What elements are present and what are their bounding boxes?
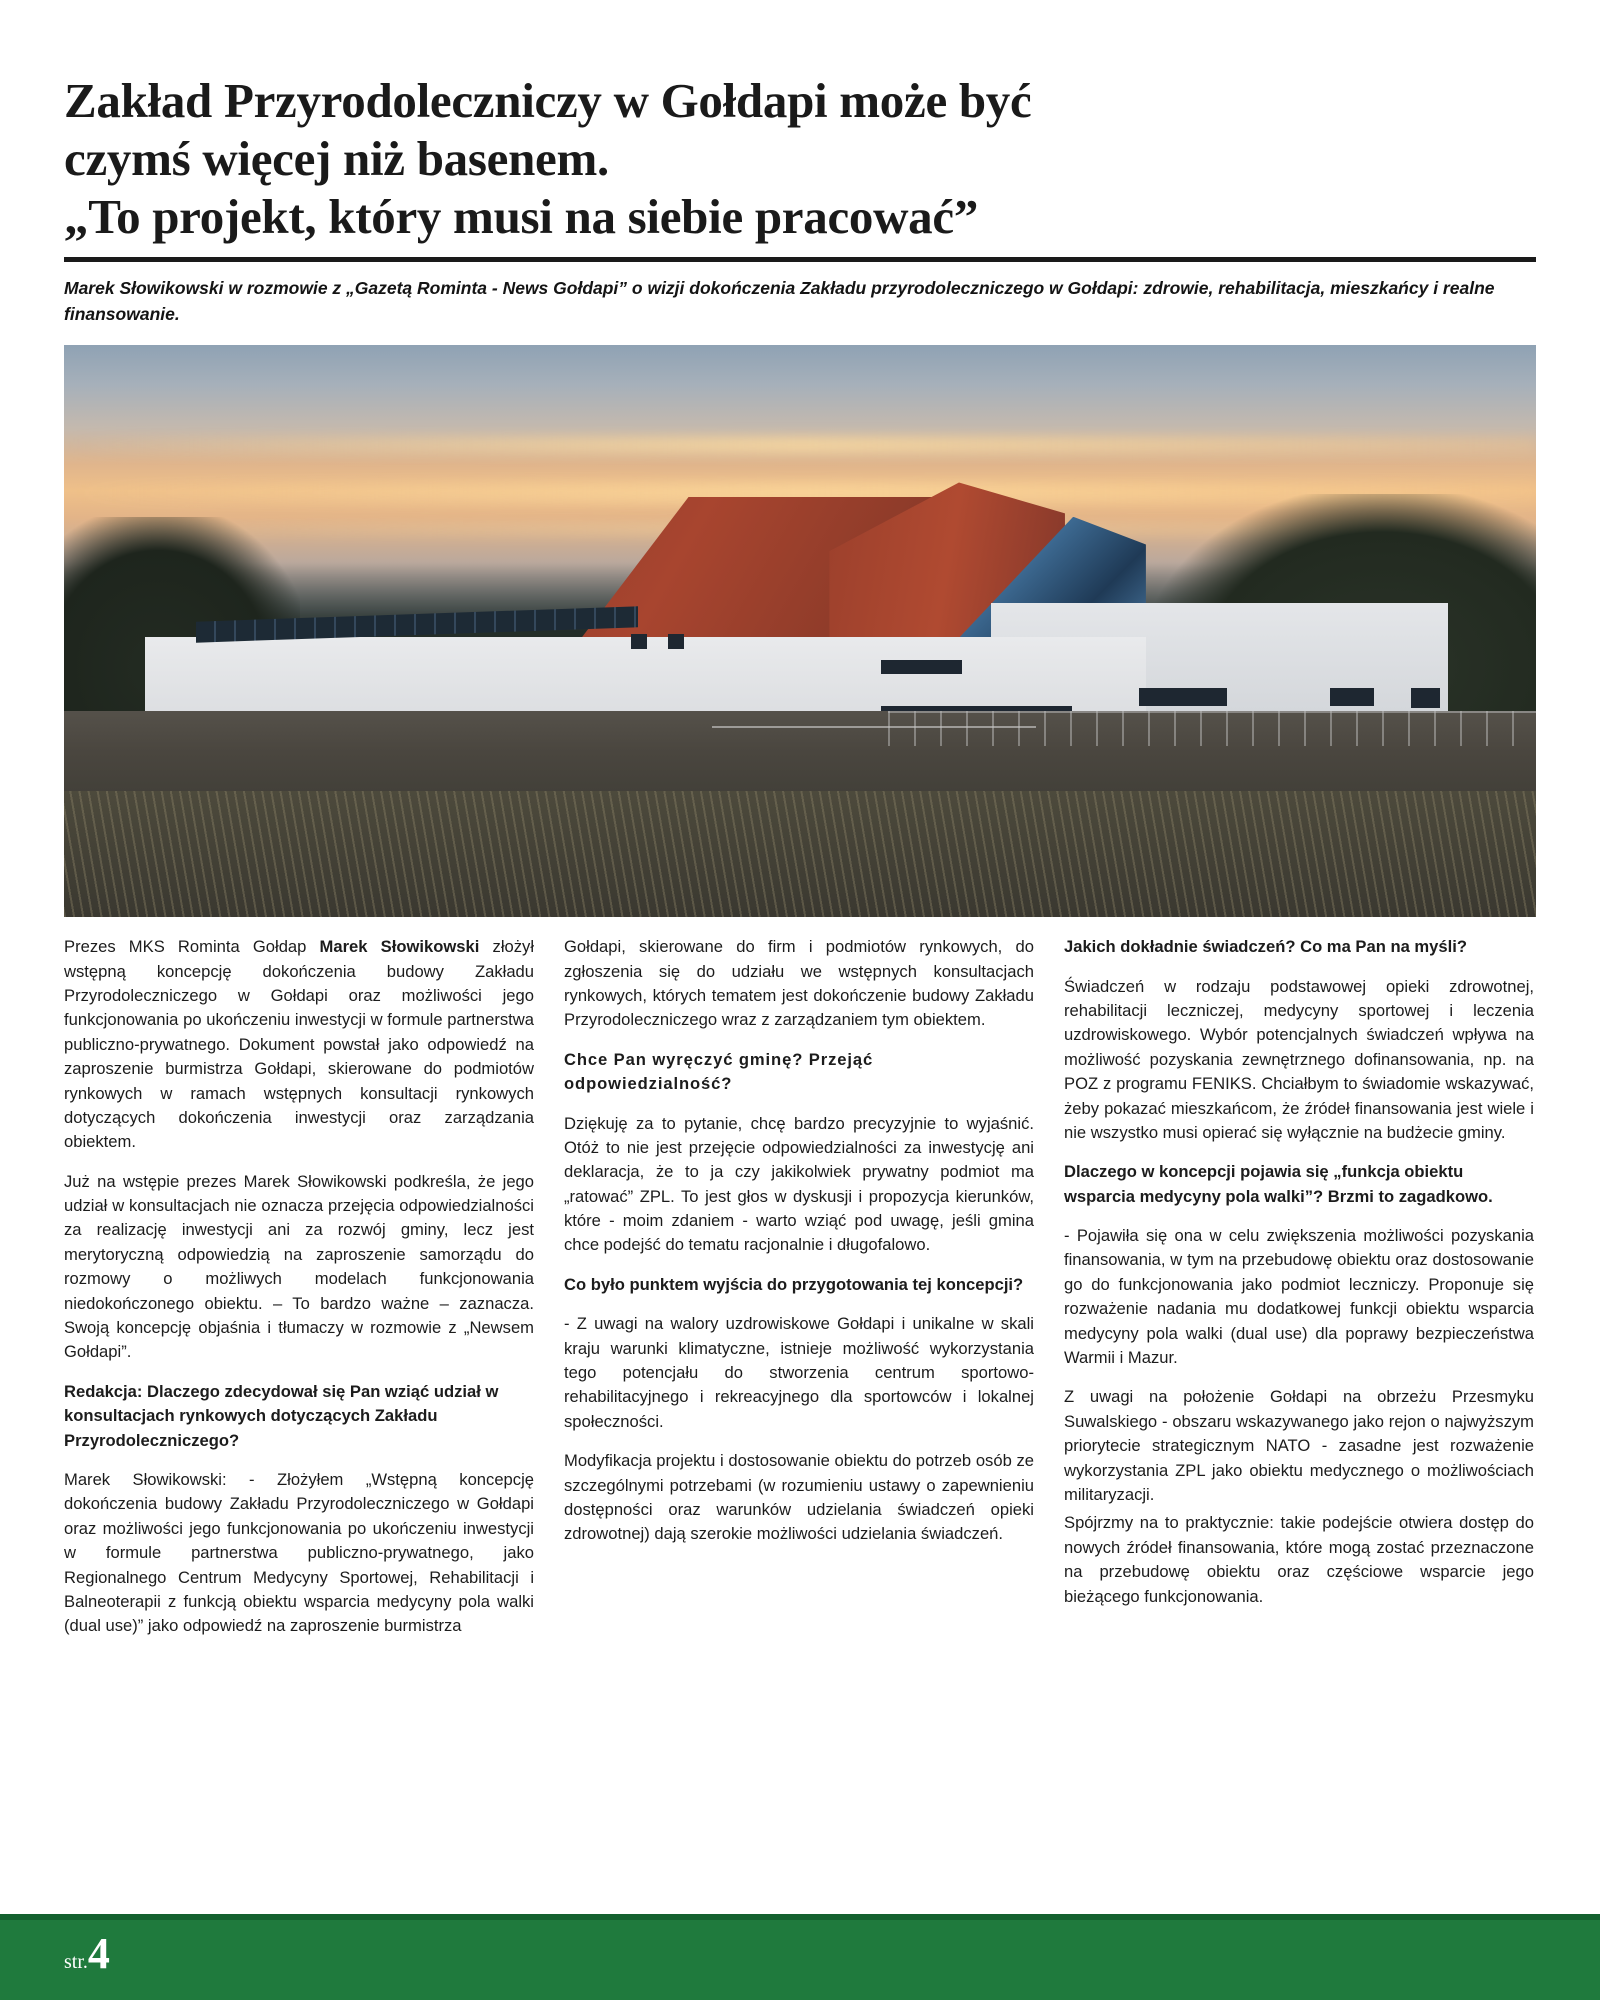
photo-window xyxy=(1411,688,1440,707)
paragraph: Świadczeń w rodzaju podstawowej opieki zdrowotnej, rehabilitacji leczniczej, medycyny sportowej i leczenia uzdrowiskowego. Wybór potencjalnych świadczeń wpływa na możliwość pozyskania zewnętrznego dofinansowania, np. na POZ z programu FENIKS. Chciałbym to świadomie wskazywać, żeby pokazać mieszkańcom, że źródeł finansowania jest wiele i nie wszystko musi opierać się wyłącznie na budżecie gminy. xyxy=(1064,976,1534,1142)
article-body xyxy=(64,935,1536,1815)
paragraph: Gołdapi, skierowane do firm i podmiotów rynkowych, do zgłoszenia się do udziału we wstępnych konsultacjach rynkowych, których tematem jest dokończenie budowy Zakładu Przyrodoleczniczego wraz z zarządzaniem tym obiektem. xyxy=(564,937,1034,1030)
page-footer xyxy=(0,1914,1600,2000)
page-number: 4 xyxy=(87,1929,110,1978)
photo-window xyxy=(1330,688,1374,705)
interviewee-name: Marek Słowikowski xyxy=(319,937,480,957)
paragraph: - Pojawiła się ona w celu zwiększenia możliwości pozyskania finansowania, w tym na przebudowę obiektu oraz dostosowanie go do funkcjonowania jako podmiot leczniczy. Proponuje się rozważenie nadania mu dodatkowej funkcji obiektu wsparcia medycyny pola walki (dual use) dla poprawy bezpieczeństwa Warmii i Mazur. xyxy=(1064,1226,1534,1368)
photo-fence xyxy=(888,711,1536,745)
column-right xyxy=(1064,935,1534,1815)
paragraph: Już na wstępie prezes Marek Słowikowski podkreśla, że jego udział w konsultacjach nie oznacza przejęcia odpowiedzialności za realizację inwestycji ani za rozwój gminy, lecz jest merytoryczną odpowiedzią na zaproszenie samorządu do rozmowy o możliwych modelach funkcjonowania niedokończonego obiektu. – To bardzo ważne – zaznacza. Swoją koncepcję objaśnia i tłumaczy w rozmowie z „Newsem Gołdapi”. xyxy=(64,1171,534,1362)
headline-divider xyxy=(64,257,1536,262)
headline-line-2: czymś więcej niż basenem. xyxy=(64,130,609,186)
question-heading: Redakcja: Dlaczego zdecydował się Pan wziąć udział w konsultacjach rynkowych dotyczących Zakładu Przyrodoleczniczego? xyxy=(64,1381,499,1450)
headline-line-3: „To projekt, który musi na siebie pracować” xyxy=(64,188,979,244)
paragraph: Dziękuję za to pytanie, chcę bardzo precyzyjnie to wyjaśnić. Otóż to nie jest przejęcie odpowiedzialności za inwestycję ani deklaracja, że to ja czy jakikolwiek prywatny podmiot ma „ratować” ZPL. To jest głos w dyskusji i propozycja kierunków, które - moim zdaniem - warto wziąć pod uwagę, jeśli gmina chce podejść do tematu racjonalnie i długofalowo. xyxy=(564,1113,1034,1255)
paragraph: Marek Słowikowski: - Złożyłem „Wstępną koncepcję dokończenia budowy Zakładu Przyrodoleczniczego w Gołdapi oraz możliwości jego funkcjonowania po ukończeniu inwestycji w formule partnerstwa publiczno-prywatnego, jako Regionalnego Centrum Medycyny Sportowej, Rehabilitacji i Balneoterapii z funkcją obiektu wsparcia medycyny pola walki (dual use)” jako odpowiedź na zaproszenie burmistrza xyxy=(64,1470,534,1636)
page-number-prefix: str. xyxy=(64,1951,88,1973)
question-heading: Chce Pan wyręczyć gminę? Przejąć odpowiedzialność? xyxy=(564,1049,874,1094)
photo-grass xyxy=(64,791,1536,917)
question-heading: Dlaczego w koncepcji pojawia się „funkcja obiektu wsparcia medycyny pola walki”? Brzmi to zagadkowo. xyxy=(1064,1162,1493,1206)
paragraph: Spójrzmy na to praktycznie: takie podejście otwiera dostęp do nowych źródeł finansowania, które mogą zostać przeznaczone na przebudowę obiektu oraz częściowe wsparcie jego bieżącego funkcjonowania. xyxy=(1064,1513,1534,1606)
photo-window xyxy=(1139,688,1227,705)
question-heading: Co było punktem wyjścia do przygotowania tej koncepcji? xyxy=(564,1274,1024,1294)
column-middle xyxy=(564,935,1034,1815)
page-number-block xyxy=(64,1929,110,1978)
footer-top-rule xyxy=(0,1914,1600,1920)
lead-text-post: złożył wstępną koncepcję dokończenia budowy Zakładu Przyrodoleczniczego w Gołdapi oraz możliwości jego funkcjonowania po ukończeniu inwestycji w formule partnerstwa publiczno-prywatnego. Dokument powstał jako odpowiedź na zaproszenie burmistrza Gołdapi, skierowane do podmiotów rynkowych w ramach wstępnych konsultacji rynkowych dotyczących dokończenia inwestycji oraz zarządzania obiektem. xyxy=(64,937,535,1152)
lead-text-pre: Prezes MKS Rominta Gołdap xyxy=(64,937,320,957)
paragraph: Modyfikacja projektu i dostosowanie obiektu do potrzeb osób ze szczególnymi potrzebami (w rozumieniu ustawy o zapewnieniu dostępności oraz warunków udzielania świadczeń opieki zdrowotnej) dają szerokie możliwości udzielania świadczeń. xyxy=(564,1451,1034,1544)
standfirst: Marek Słowikowski w rozmowie z „Gazetą Rominta - News Gołdapi” o wizji dokończenia Zakładu przyrodoleczniczego w Gołdapi: zdrowie, rehabilitacja, mieszkańcy i realne finansowanie. xyxy=(64,278,1495,324)
photo-window xyxy=(631,634,647,649)
photo-cloud-streak xyxy=(64,437,1536,453)
paragraph: - Z uwagi na walory uzdrowiskowe Gołdapi i unikalne w skali kraju warunki klimatyczne, istnieje możliwość wykorzystania tego potencjału do stworzenia centrum sportowo-rehabilitacyjnego i rekreacyjnego dla sportowców i lokalnej społeczności. xyxy=(564,1314,1034,1431)
paragraph: Z uwagi na położenie Gołdapi na obrzeżu Przesmyku Suwalskiego - obszaru wskazywanego jako rejon o najwyższym priorytecie strategicznym NATO - zasadne jest rozważenie wykorzystania ZPL jako obiektu medycznego o możliwościach militaryzacji. xyxy=(1064,1387,1534,1504)
headline-line-1: Zakład Przyrodoleczniczy w Gołdapi może być xyxy=(64,73,1032,128)
question-heading: Jakich dokładnie świadczeń? Co ma Pan na myśli? xyxy=(1064,937,1467,957)
article-photo xyxy=(64,345,1536,917)
paragraph-lead xyxy=(64,935,534,1155)
column-left xyxy=(64,935,534,1815)
page-title xyxy=(64,72,1484,245)
photo-window xyxy=(668,634,684,649)
photo-window xyxy=(881,660,962,674)
